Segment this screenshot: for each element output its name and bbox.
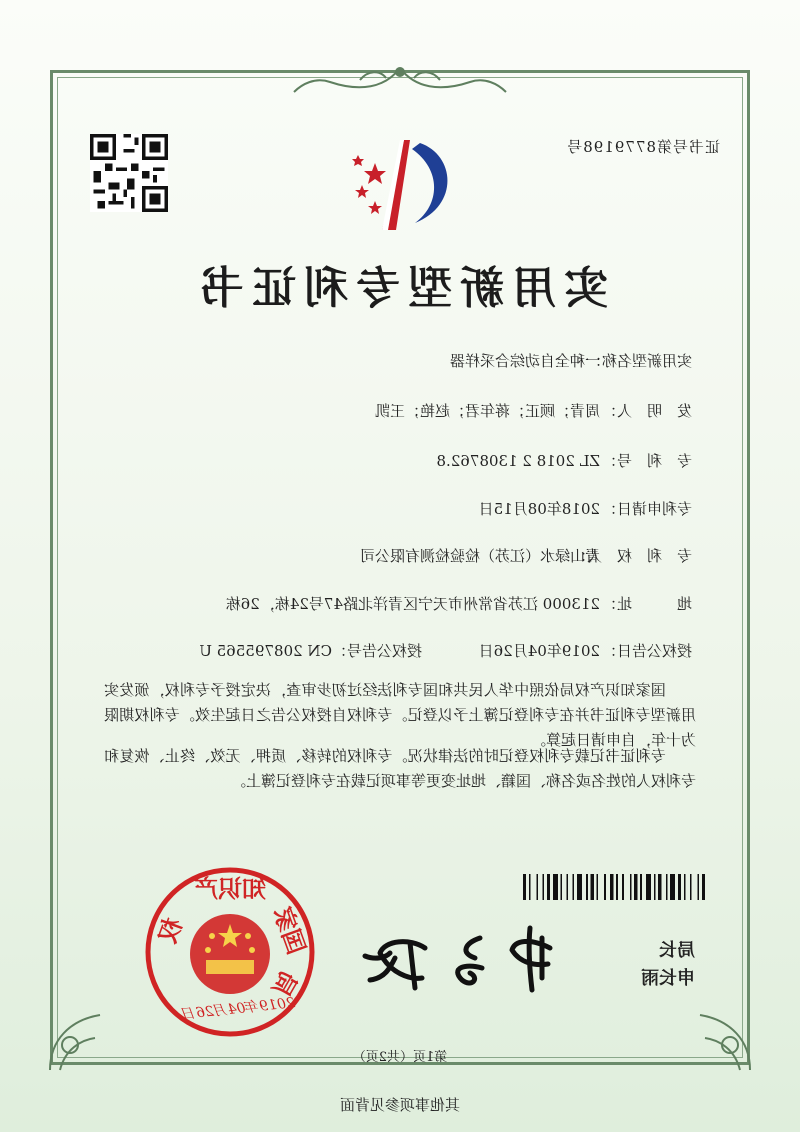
field-label: 专利申请日：: [601, 500, 692, 518]
signatory-name: 申长雨: [641, 968, 695, 989]
field-row-patentee: [360, 545, 692, 566]
field-value: ZL 2018 2 1308762.8: [436, 452, 600, 470]
field-row-address: [226, 593, 692, 614]
certificate-title: 实用新型专利证书: [192, 263, 608, 314]
corner-ornament-right: [40, 1000, 120, 1080]
certificate-number: 证书号第8779198号: [566, 138, 720, 156]
field-label: 授权公告号：: [331, 642, 422, 660]
barcode: [495, 874, 705, 900]
field-value: 周青；顾正；蒋年君；赵艳；王凯: [374, 402, 600, 420]
field-row-name: [450, 350, 692, 371]
field-row-application-date: [479, 498, 692, 519]
legal-statement: [104, 744, 696, 794]
field-label: 专 利 权 人：: [571, 547, 692, 565]
field-value: 青山绿水（江苏）检验检测有限公司: [359, 547, 600, 565]
field-label: 授权公告日：: [601, 642, 692, 660]
svg-text:国家: 国家: [267, 902, 312, 958]
field-row-grant: [199, 640, 692, 661]
top-ornament: [290, 62, 510, 96]
page-indicator: 第1页（共2页）: [352, 1050, 448, 1065]
field-value: CN 208795565 U: [199, 642, 332, 660]
field-row-patent-number: [436, 450, 692, 471]
field-label: 专 利 号：: [601, 452, 692, 470]
grant-paragraph-2: 专利证书记载专利权登记时的法律状况。专利权的转移、质押、无效、终止、恢复和专利权人的姓名或名称、国籍、地址变更等事项记载在专利登记簿上。: [104, 747, 696, 790]
field-label: 地 址：: [601, 595, 692, 613]
grant-statement: [104, 678, 696, 753]
svg-text:局: 局: [266, 966, 304, 1002]
field-label: 发 明 人：: [601, 402, 692, 420]
qr-code: [90, 134, 168, 212]
corner-ornament-left: [680, 1000, 760, 1080]
field-value: 2019年04月26日: [478, 642, 600, 660]
handwritten-signature: [350, 918, 560, 998]
grant-paragraph-1: 国家知识产权局依照中华人民共和国专利法经过初步审查，决定授予专利权，颁发实用新型专利证书并在专利登记簿上予以登记。专利权自授权公告之日起生效。专利权期限为十年，自申请日起算。: [104, 681, 696, 749]
field-value: 213000 江苏省常州市天宁区青洋北路47号24栋，26栋: [225, 595, 600, 613]
field-value: 2018年08月15日: [478, 500, 600, 518]
seal-date: 2019年04月26日: [181, 995, 296, 1023]
cnipa-emblem: [340, 135, 470, 235]
footer-note: 其他事项参见背面: [340, 1096, 461, 1114]
field-row-inventors: [375, 400, 692, 421]
field-label: 实用新型名称：: [586, 352, 692, 370]
svg-text:知识产: 知识产: [194, 874, 266, 903]
svg-text:权: 权: [152, 914, 189, 947]
signatory-title: 局长: [659, 940, 695, 961]
field-value: 一种全自动综合采样器: [449, 352, 600, 370]
